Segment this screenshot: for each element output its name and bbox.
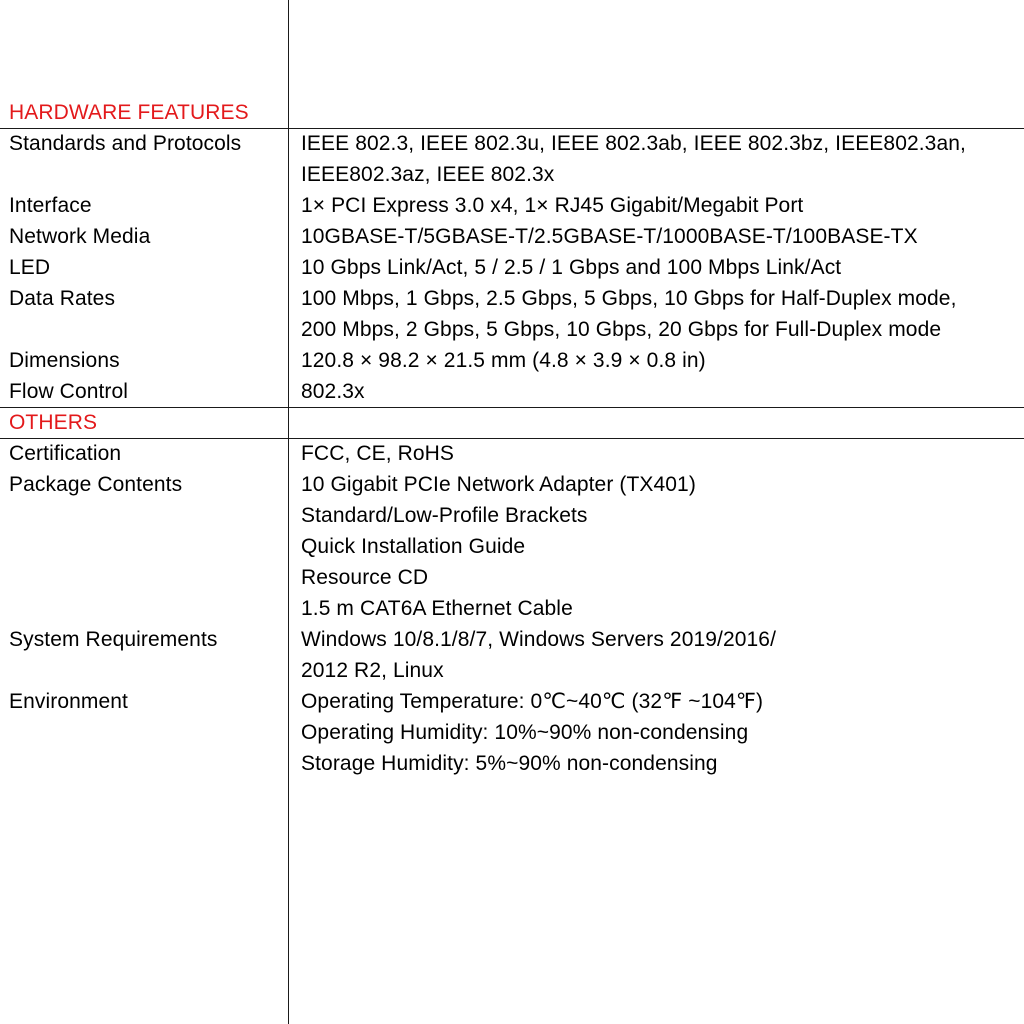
spec-label-led: LED <box>9 256 51 279</box>
spec-value-data-rates-1: 100 Mbps, 1 Gbps, 2.5 Gbps, 5 Gbps, 10 Gbps for Half-Duplex mode, <box>301 287 957 310</box>
spec-value-certification: FCC, CE, RoHS <box>301 442 454 465</box>
spec-value-led: 10 Gbps Link/Act, 5 / 2.5 / 1 Gbps and 100 Mbps Link/Act <box>301 256 842 279</box>
column-divider <box>288 0 289 1024</box>
spec-label-environment: Environment <box>9 690 128 713</box>
spec-value-system-requirements-2: 2012 R2, Linux <box>301 659 444 682</box>
spec-value-system-requirements-1: Windows 10/8.1/8/7, Windows Servers 2019/2016/ <box>301 628 777 651</box>
spec-label-certification: Certification <box>9 442 122 465</box>
spec-label-dimensions: Dimensions <box>9 349 120 372</box>
section-divider-line <box>0 438 1024 439</box>
section-divider-line <box>0 407 1024 408</box>
spec-label-system-requirements: System Requirements <box>9 628 218 651</box>
spec-value-flow-control: 802.3x <box>301 380 365 403</box>
spec-value-package-contents-3: Quick Installation Guide <box>301 535 526 558</box>
spec-label-interface: Interface <box>9 194 92 217</box>
spec-value-environment-2: Operating Humidity: 10%~90% non-condensing <box>301 721 749 744</box>
spec-value-environment-1: Operating Temperature: 0℃~40℃ (32℉ ~104℉) <box>301 690 764 713</box>
spec-label-network-media: Network Media <box>9 225 151 248</box>
spec-value-environment-3: Storage Humidity: 5%~90% non-condensing <box>301 752 718 775</box>
spec-label-package-contents: Package Contents <box>9 473 183 496</box>
spec-value-package-contents-2: Standard/Low-Profile Brackets <box>301 504 588 527</box>
spec-label-data-rates: Data Rates <box>9 287 116 310</box>
spec-value-package-contents-5: 1.5 m CAT6A Ethernet Cable <box>301 597 573 620</box>
spec-label-standards: Standards and Protocols <box>9 132 242 155</box>
spec-label-flow-control: Flow Control <box>9 380 129 403</box>
spec-value-dimensions: 120.8 × 98.2 × 21.5 mm (4.8 × 3.9 × 0.8 in) <box>301 349 706 372</box>
spec-value-network-media: 10GBASE-T/5GBASE-T/2.5GBASE-T/1000BASE-T/100BASE-TX <box>301 225 918 248</box>
spec-value-package-contents-1: 10 Gigabit PCIe Network Adapter (TX401) <box>301 473 696 496</box>
spec-value-standards-1: IEEE 802.3, IEEE 802.3u, IEEE 802.3ab, IEEE 802.3bz, IEEE802.3an, <box>301 132 966 155</box>
spec-value-data-rates-2: 200 Mbps, 2 Gbps, 5 Gbps, 10 Gbps, 20 Gbps for Full-Duplex mode <box>301 318 942 341</box>
spec-value-package-contents-4: Resource CD <box>301 566 429 589</box>
spec-value-interface: 1× PCI Express 3.0 x4, 1× RJ45 Gigabit/Megabit Port <box>301 194 804 217</box>
section-title-others: OTHERS <box>9 411 98 434</box>
section-title-hardware-features: HARDWARE FEATURES <box>9 101 249 124</box>
spec-value-standards-2: IEEE802.3az, IEEE 802.3x <box>301 163 555 186</box>
